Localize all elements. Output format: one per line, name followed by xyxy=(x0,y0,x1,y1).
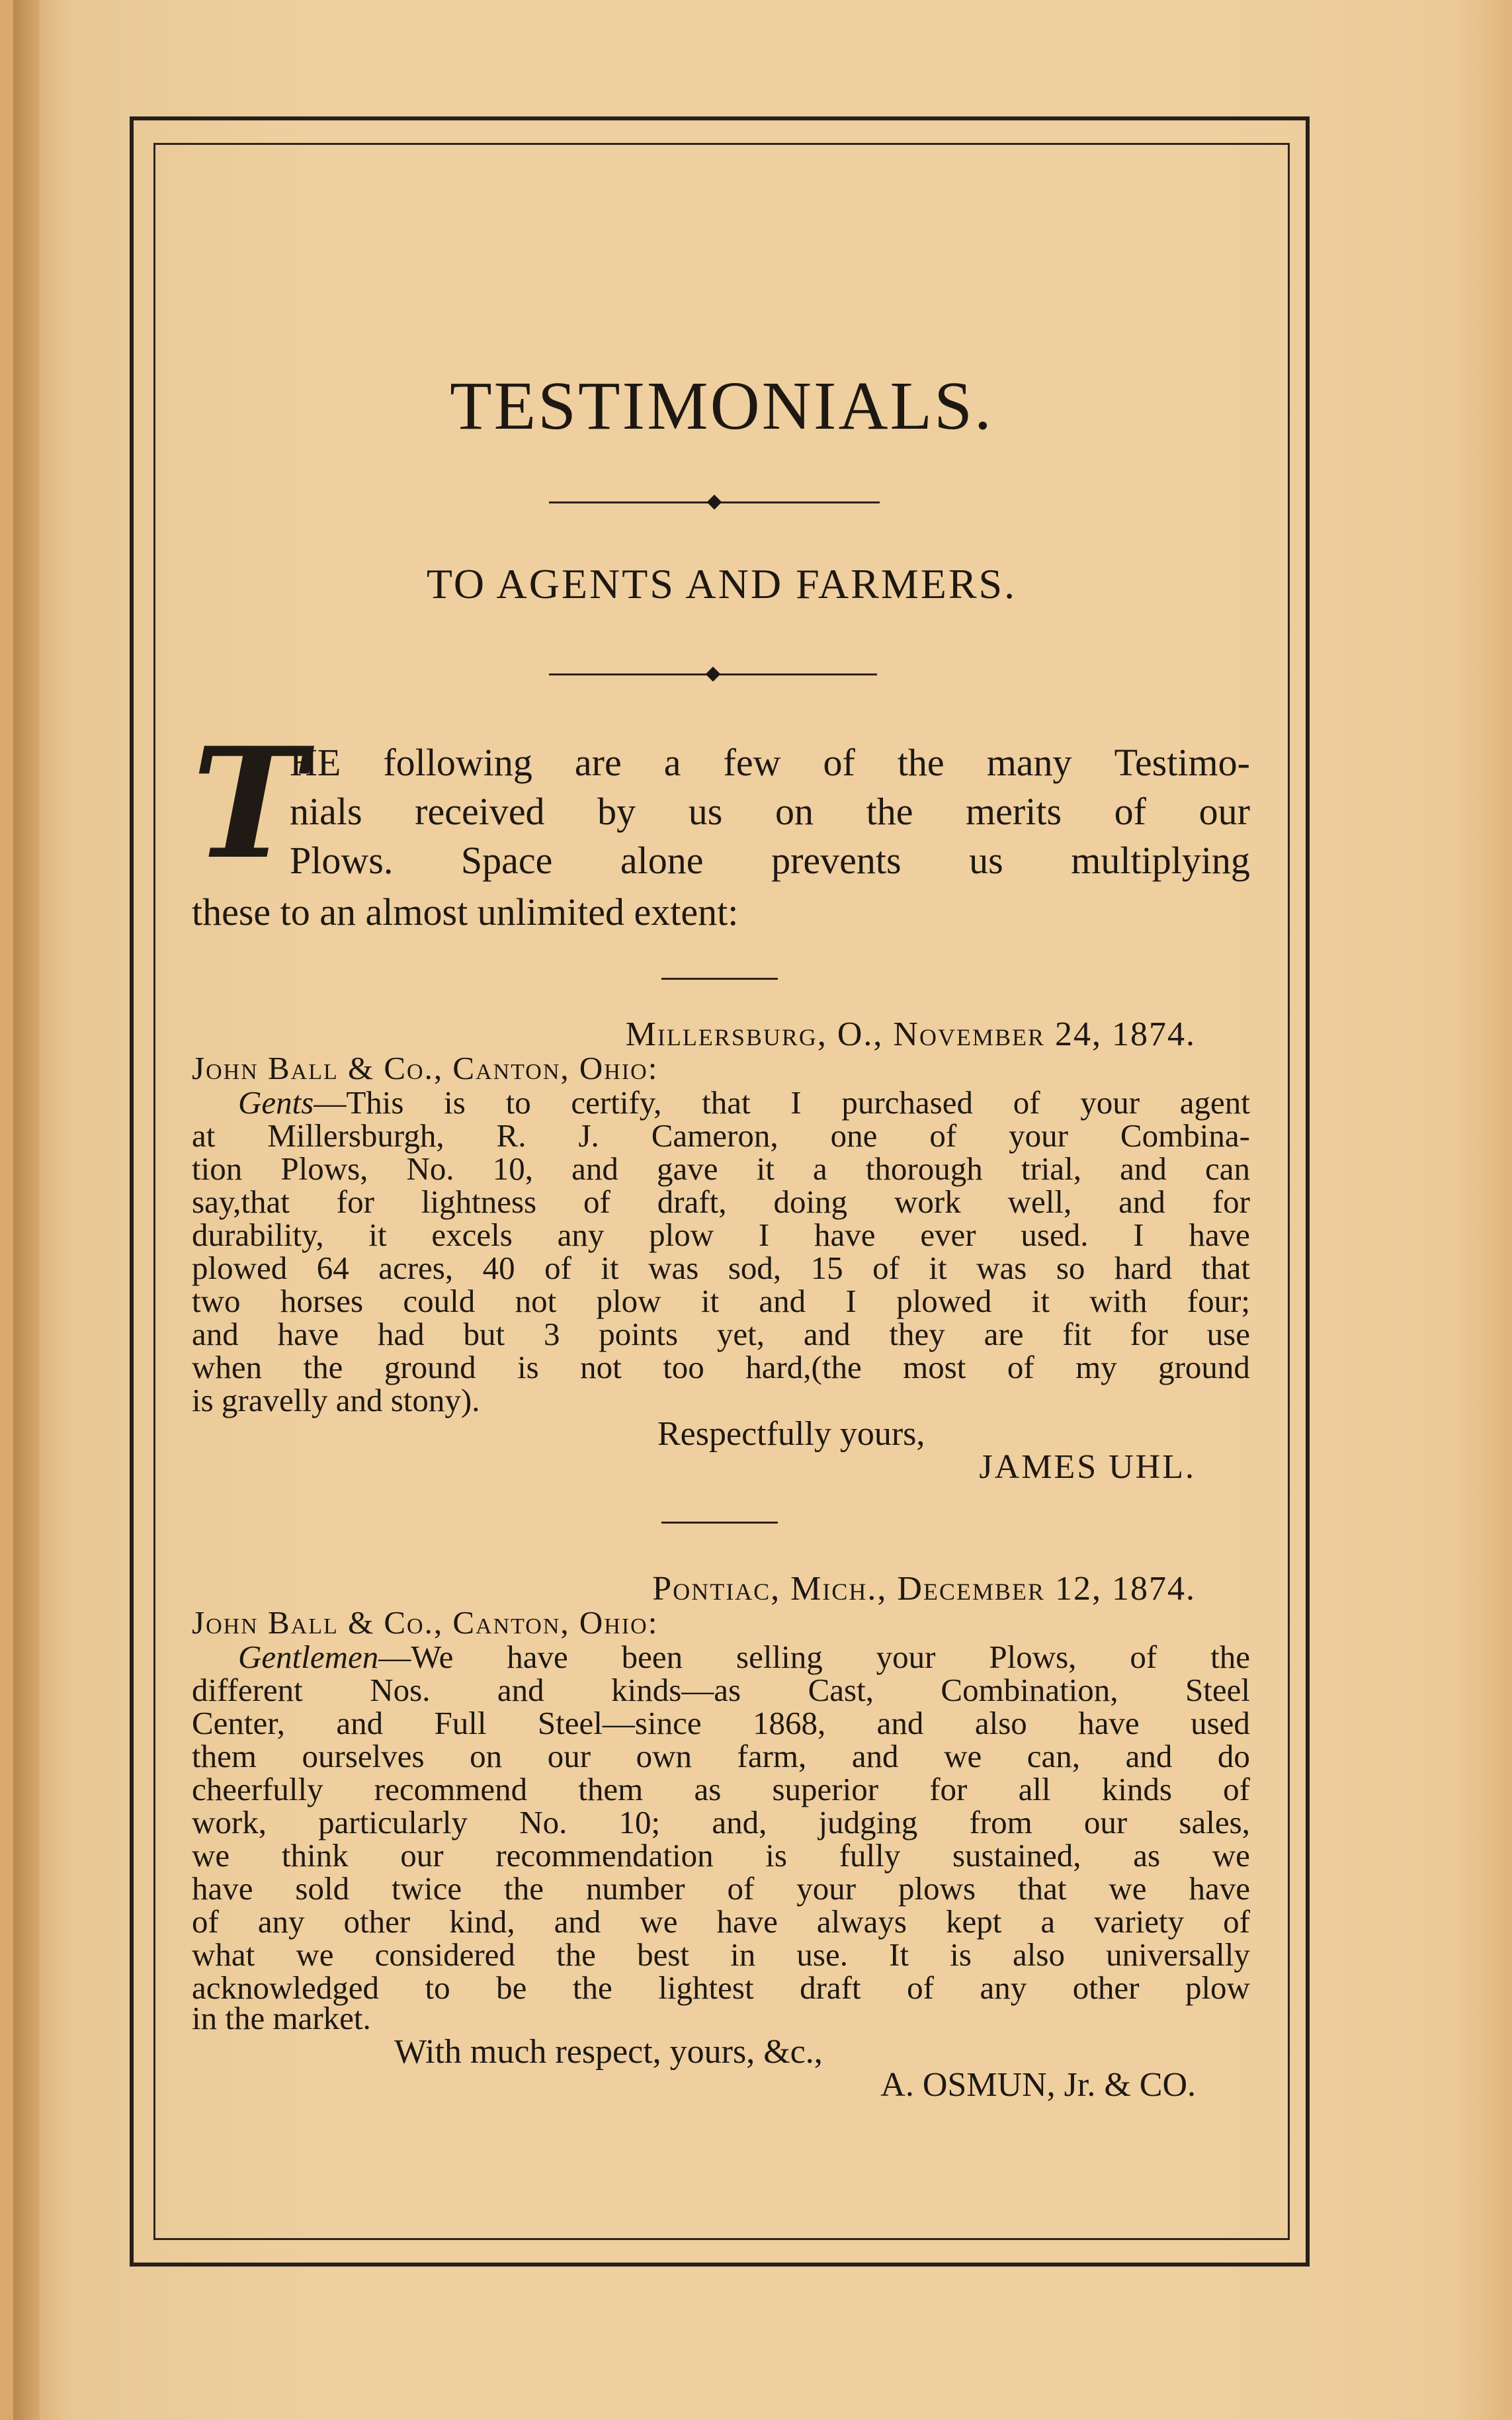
letter-word: it xyxy=(1031,1283,1050,1319)
letter-word: in xyxy=(730,1936,756,1973)
letter-line xyxy=(192,1971,1250,2004)
letter-word: the xyxy=(1210,1639,1250,1675)
letter-word: can xyxy=(1205,1150,1250,1187)
letter-word: universally xyxy=(1106,1936,1250,1973)
letter-word: twice xyxy=(392,1870,462,1907)
letter-word: points xyxy=(599,1316,679,1352)
letter-closing: Respectfully yours, xyxy=(657,1415,925,1453)
letter-line xyxy=(192,1938,1250,1971)
letter-word: plow xyxy=(596,1283,661,1319)
letter-word: and xyxy=(1118,1184,1165,1220)
letter-word: kinds—as xyxy=(611,1672,741,1708)
letter-closing: With much respect, yours, &c., xyxy=(394,2033,823,2071)
letter-word: when xyxy=(192,1349,263,1385)
letter-word: it xyxy=(700,1283,720,1319)
letter-word: Cameron, xyxy=(651,1117,778,1154)
letter-word: of xyxy=(1223,1771,1250,1807)
letter-word: and xyxy=(876,1705,924,1741)
intro-word: of xyxy=(1114,790,1146,833)
letter-word: so xyxy=(1056,1250,1085,1286)
letter-word: It xyxy=(889,1936,909,1973)
letter-word: recommend xyxy=(374,1771,528,1807)
letter-word: a xyxy=(1040,1903,1056,1940)
letter-word: had xyxy=(377,1316,425,1352)
letter-word: as xyxy=(694,1771,722,1807)
letter-word: your xyxy=(876,1639,936,1675)
intro-word: alone xyxy=(620,839,704,882)
intro-word: Plows. xyxy=(290,839,394,882)
letter-word: is xyxy=(765,1837,787,1874)
letter-line xyxy=(192,1252,1250,1284)
letter-word: ever xyxy=(920,1217,976,1253)
letter-word: judging xyxy=(818,1804,918,1840)
letter-word: the xyxy=(572,1969,612,2006)
letter-word: Combina- xyxy=(1120,1117,1250,1154)
letter-word: work, xyxy=(192,1804,267,1840)
letter-word: Full xyxy=(434,1705,487,1741)
letter-word: is xyxy=(444,1084,466,1121)
letter-word: fully xyxy=(839,1837,901,1874)
letter-word: sales, xyxy=(1179,1804,1250,1840)
letter-word: ourselves xyxy=(302,1738,425,1774)
letter-word: 64 xyxy=(316,1250,349,1286)
letter-word: plowed xyxy=(896,1283,992,1319)
letter-word: I xyxy=(845,1283,857,1319)
letter-word: of xyxy=(1130,1639,1157,1675)
intro-word: merits xyxy=(966,790,1062,833)
letter-word: it xyxy=(756,1150,775,1187)
letter-signature: JAMES UHL. xyxy=(979,1448,1196,1486)
intro-word: few xyxy=(723,741,781,784)
letter-line xyxy=(192,1219,1250,1251)
letter-word: we xyxy=(192,1837,230,1874)
letter-word: lightest xyxy=(658,1969,754,2006)
letter-word: also xyxy=(1013,1936,1065,1973)
letter-word: not xyxy=(515,1283,557,1319)
intro-word: many xyxy=(986,741,1072,784)
letter-word: Millersburgh, xyxy=(267,1117,444,1154)
intro-word: by xyxy=(597,790,636,833)
letter-word: think xyxy=(281,1837,349,1874)
page-title: TESTIMONIALS. xyxy=(450,368,993,444)
letter-word: variety xyxy=(1094,1903,1185,1940)
letter-word: not xyxy=(580,1349,622,1385)
drop-cap: T xyxy=(192,714,306,893)
letter-line xyxy=(192,1318,1250,1350)
ornament-divider xyxy=(549,501,880,503)
intro-line xyxy=(290,741,1250,784)
letter-word: R. xyxy=(496,1117,526,1154)
letter-word: agent xyxy=(1179,1084,1250,1121)
letter-word: gave xyxy=(657,1150,718,1187)
letter-line xyxy=(192,1839,1250,1872)
letter-word: of xyxy=(192,1903,219,1940)
letter-word: our xyxy=(1083,1804,1128,1840)
letter-word: say,that xyxy=(192,1184,290,1220)
letter-word: at xyxy=(192,1117,216,1154)
letter-word: durability, xyxy=(192,1217,324,1253)
letter-word: can, xyxy=(1027,1738,1081,1774)
letter-word: and xyxy=(554,1903,601,1940)
letter-addressee: John Ball & Co., Canton, Ohio: xyxy=(192,1050,659,1086)
letter-word: particularly xyxy=(318,1804,468,1840)
letter-word: of xyxy=(872,1250,900,1286)
intro-line: these to an almost unlimited extent: xyxy=(192,890,739,933)
letter-word: of xyxy=(544,1250,571,1286)
letter-word: doing xyxy=(773,1184,848,1220)
intro-word: the xyxy=(897,741,945,784)
intro-word: HE xyxy=(290,741,341,784)
letter-word: of xyxy=(1223,1903,1250,1940)
letter-last-line: in the market. xyxy=(192,2000,371,2036)
letter-word: 10, xyxy=(492,1150,534,1187)
letter-word: Center, xyxy=(192,1705,285,1741)
letter-signature: A. OSMUN, Jr. & CO. xyxy=(880,2066,1196,2104)
letter-word: and xyxy=(192,1316,239,1352)
letter-word: number xyxy=(585,1870,685,1907)
letter-line xyxy=(238,1641,1250,1673)
letter-word: we xyxy=(296,1936,334,1973)
letter-word: different xyxy=(192,1672,303,1708)
page-subtitle: TO AGENTS AND FARMERS. xyxy=(426,560,1017,607)
letter-word: J. xyxy=(578,1117,599,1154)
letter-word: we xyxy=(1212,1837,1250,1874)
letter-word: have xyxy=(716,1903,778,1940)
letter-word: lightness xyxy=(421,1184,537,1220)
letter-word: used. xyxy=(1021,1217,1089,1253)
letter-word: too xyxy=(663,1349,704,1385)
letter-word: one xyxy=(830,1117,878,1154)
letter-word: ground xyxy=(1158,1349,1250,1385)
letter-word: Steel xyxy=(1185,1672,1250,1708)
letter-word: could xyxy=(403,1283,476,1319)
letter-line xyxy=(192,1707,1250,1739)
letter-word: thorough xyxy=(865,1150,983,1187)
letter-word: for xyxy=(336,1184,374,1220)
letter-word: our xyxy=(547,1738,591,1774)
letter-word: 15 xyxy=(810,1250,843,1286)
letter-word: certify, xyxy=(571,1084,662,1121)
letter-word: also xyxy=(974,1705,1027,1741)
letter-last-line: is gravelly and stony). xyxy=(192,1382,480,1418)
letter-word: it xyxy=(601,1250,619,1286)
letter-word: and xyxy=(851,1738,899,1774)
letter-word: them xyxy=(578,1771,644,1807)
letter-word: 3 xyxy=(543,1316,560,1352)
letter-word: and xyxy=(759,1283,806,1319)
letter-word: work xyxy=(894,1184,961,1220)
intro-word: the xyxy=(866,790,913,833)
letter-word: No. xyxy=(406,1150,454,1187)
letter-word: are xyxy=(984,1316,1024,1352)
letter-word: been xyxy=(621,1639,683,1675)
intro-word: on xyxy=(775,790,814,833)
letter-word: we xyxy=(1109,1870,1147,1907)
letter-word: Combination, xyxy=(941,1672,1118,1708)
letter-word: of xyxy=(727,1870,755,1907)
letter-word: for xyxy=(1130,1316,1168,1352)
section-rule xyxy=(661,978,778,980)
letter-word: the xyxy=(556,1936,596,1973)
intro-word: multiplying xyxy=(1071,839,1250,882)
letter-word: hard,(the xyxy=(745,1349,862,1385)
letter-line xyxy=(192,1806,1250,1838)
letter-word: I xyxy=(1133,1217,1144,1253)
letter-line xyxy=(192,1119,1250,1152)
letter-word: acres, xyxy=(378,1250,454,1286)
letter-word: from xyxy=(969,1804,1032,1840)
letter-word: sustained, xyxy=(952,1837,1081,1874)
intro-line xyxy=(290,790,1250,833)
letter-word: my xyxy=(1075,1349,1117,1385)
letter-word: as xyxy=(1133,1837,1161,1874)
letter-word: always xyxy=(816,1903,907,1940)
letter-word: them xyxy=(192,1738,257,1774)
letter-word: kind, xyxy=(449,1903,515,1940)
letter-word: superior xyxy=(772,1771,879,1807)
intro-word: nials xyxy=(290,790,362,833)
letter-word: other xyxy=(1072,1969,1140,2006)
letter-word: horses xyxy=(280,1283,364,1319)
letter-word: and xyxy=(571,1150,618,1187)
letter-word: sold xyxy=(295,1870,350,1907)
letter-word: acknowledged xyxy=(192,1969,379,2006)
letter-word: for xyxy=(929,1771,968,1807)
letter-word: the xyxy=(303,1349,343,1385)
letter-dateline: Millersburg, O., November 24, 1874. xyxy=(625,1016,1196,1053)
letter-word: was xyxy=(648,1250,699,1286)
letter-word: well, xyxy=(1007,1184,1072,1220)
letter-word: No. xyxy=(519,1804,567,1840)
letter-word: of xyxy=(1007,1349,1034,1385)
letter-salutation: Gentlemen xyxy=(238,1639,379,1675)
letter-line xyxy=(192,1152,1250,1185)
intro-word: are xyxy=(574,741,622,784)
letter-word: four; xyxy=(1187,1283,1250,1319)
letter-word: but xyxy=(463,1316,505,1352)
letter-word: plows xyxy=(898,1870,976,1907)
letter-word: considered xyxy=(374,1936,515,1973)
letter-word: what xyxy=(192,1936,255,1973)
letter-word: and xyxy=(336,1705,384,1741)
letter-line xyxy=(192,1905,1250,1938)
section-rule xyxy=(661,1522,778,1524)
letter-line xyxy=(192,1186,1250,1218)
letter-word: I xyxy=(790,1084,802,1121)
letter-word: be xyxy=(496,1969,527,2006)
letter-word: I xyxy=(758,1217,770,1253)
letter-word: we xyxy=(640,1903,678,1940)
letter-word: two xyxy=(192,1283,241,1319)
letter-word: of xyxy=(907,1969,934,2006)
letter-line xyxy=(192,1740,1250,1772)
letter-word: used xyxy=(1191,1705,1250,1741)
intro-word: a xyxy=(663,741,681,784)
letter-word: best xyxy=(637,1936,690,1973)
intro-word: Testimo- xyxy=(1114,741,1250,784)
letter-word: on xyxy=(470,1738,503,1774)
letter-line xyxy=(238,1086,1250,1119)
letter-word: kinds xyxy=(1101,1771,1172,1807)
letter-word: and xyxy=(803,1316,851,1352)
letter-word: 1868, xyxy=(752,1705,826,1741)
intro-word: us xyxy=(688,790,723,833)
letter-word: of xyxy=(1013,1084,1040,1121)
letter-line xyxy=(192,1351,1250,1383)
letter-salutation: Gents xyxy=(238,1084,314,1121)
letter-word: Gentlemen—We xyxy=(238,1639,454,1675)
letter-word: that xyxy=(1201,1250,1250,1286)
letter-word: ground xyxy=(384,1349,476,1385)
letter-word: to xyxy=(425,1969,450,2006)
letter-word: cheerfully xyxy=(192,1771,323,1807)
letter-word: your xyxy=(1080,1084,1140,1121)
intro-word: received xyxy=(415,790,545,833)
letter-word: have xyxy=(1078,1705,1140,1741)
letter-word: farm, xyxy=(737,1738,807,1774)
letter-word: a xyxy=(812,1150,827,1187)
letter-word: have xyxy=(1189,1217,1250,1253)
letter-word: of xyxy=(929,1117,957,1154)
intro-word: our xyxy=(1198,790,1250,833)
letter-word: Cast, xyxy=(808,1672,874,1708)
letter-word: most xyxy=(903,1349,966,1385)
letter-word: any xyxy=(557,1217,605,1253)
letter-word: plow xyxy=(1185,1969,1250,2006)
letter-addressee: John Ball & Co., Canton, Ohio: xyxy=(192,1604,659,1641)
intro-word: of xyxy=(823,741,855,784)
intro-word: Space xyxy=(460,839,553,882)
letter-word: your xyxy=(1009,1117,1068,1154)
letter-word: all xyxy=(1018,1771,1051,1807)
letter-word: trial, xyxy=(1021,1150,1082,1187)
letter-word: was xyxy=(976,1250,1027,1286)
letter-word: recommendation xyxy=(495,1837,714,1874)
ornament-divider xyxy=(549,673,877,675)
intro-word: following xyxy=(383,741,532,784)
letter-word: have xyxy=(192,1870,253,1907)
letter-word: they xyxy=(889,1316,945,1352)
letter-word: Nos. xyxy=(370,1672,431,1708)
letter-word: kept xyxy=(945,1903,1002,1940)
intro-word: us xyxy=(969,839,1003,882)
letter-dateline: Pontiac, Mich., December 12, 1874. xyxy=(652,1570,1196,1608)
letter-word: use xyxy=(1206,1316,1250,1352)
letter-word: that xyxy=(1017,1870,1067,1907)
letter-word: have xyxy=(507,1639,568,1675)
letter-word: is xyxy=(950,1936,972,1973)
letter-word: purchased xyxy=(841,1084,973,1121)
letter-word: we xyxy=(944,1738,982,1774)
letter-word: Plows, xyxy=(280,1150,368,1187)
letter-word: Gents—This xyxy=(238,1084,404,1121)
letter-word: 10; xyxy=(618,1804,661,1840)
letter-word: Steel—since xyxy=(537,1705,702,1741)
letter-word: fit xyxy=(1062,1316,1091,1352)
letter-word: do xyxy=(1217,1738,1250,1774)
letter-word: hard xyxy=(1114,1250,1172,1286)
letter-word: have xyxy=(277,1316,339,1352)
letter-line xyxy=(192,1285,1250,1317)
letter-word: have xyxy=(1189,1870,1250,1907)
letter-word: and, xyxy=(712,1804,767,1840)
letter-word: draft, xyxy=(657,1184,727,1220)
letter-word: plowed xyxy=(192,1250,288,1286)
letter-word: the xyxy=(504,1870,544,1907)
letter-word: have xyxy=(814,1217,876,1253)
letter-word: use. xyxy=(796,1936,848,1973)
letter-word: it xyxy=(368,1217,387,1253)
letter-word: is xyxy=(517,1349,539,1385)
letter-line xyxy=(192,1674,1250,1706)
letter-word: with xyxy=(1089,1283,1148,1319)
letter-word: yet, xyxy=(716,1316,765,1352)
letter-word: and xyxy=(497,1672,544,1708)
letter-word: for xyxy=(1212,1184,1250,1220)
letter-word: tion xyxy=(192,1150,243,1187)
letter-word: any xyxy=(980,1969,1027,2006)
letter-word: Plows, xyxy=(989,1639,1077,1675)
letter-word: sod, xyxy=(728,1250,782,1286)
intro-word: prevents xyxy=(771,839,902,882)
letter-line xyxy=(192,1773,1250,1805)
letter-word: selling xyxy=(736,1639,823,1675)
letter-word: and xyxy=(1125,1738,1173,1774)
letter-word: excels xyxy=(431,1217,513,1253)
page-gutter xyxy=(13,0,40,2420)
letter-line xyxy=(192,1872,1250,1905)
letter-word: it xyxy=(929,1250,947,1286)
intro-line xyxy=(290,839,1250,882)
letter-word: draft xyxy=(800,1969,861,2006)
letter-word: and xyxy=(1120,1150,1167,1187)
letter-word: any xyxy=(257,1903,305,1940)
letter-word: our xyxy=(400,1837,444,1874)
letter-word: your xyxy=(796,1870,857,1907)
letter-word: plow xyxy=(649,1217,714,1253)
letter-word: of xyxy=(583,1184,610,1220)
letter-word: 40 xyxy=(482,1250,515,1286)
letter-word: own xyxy=(636,1738,692,1774)
letter-word: other xyxy=(343,1903,411,1940)
letter-word: that xyxy=(702,1084,751,1121)
letter-word: to xyxy=(505,1084,531,1121)
